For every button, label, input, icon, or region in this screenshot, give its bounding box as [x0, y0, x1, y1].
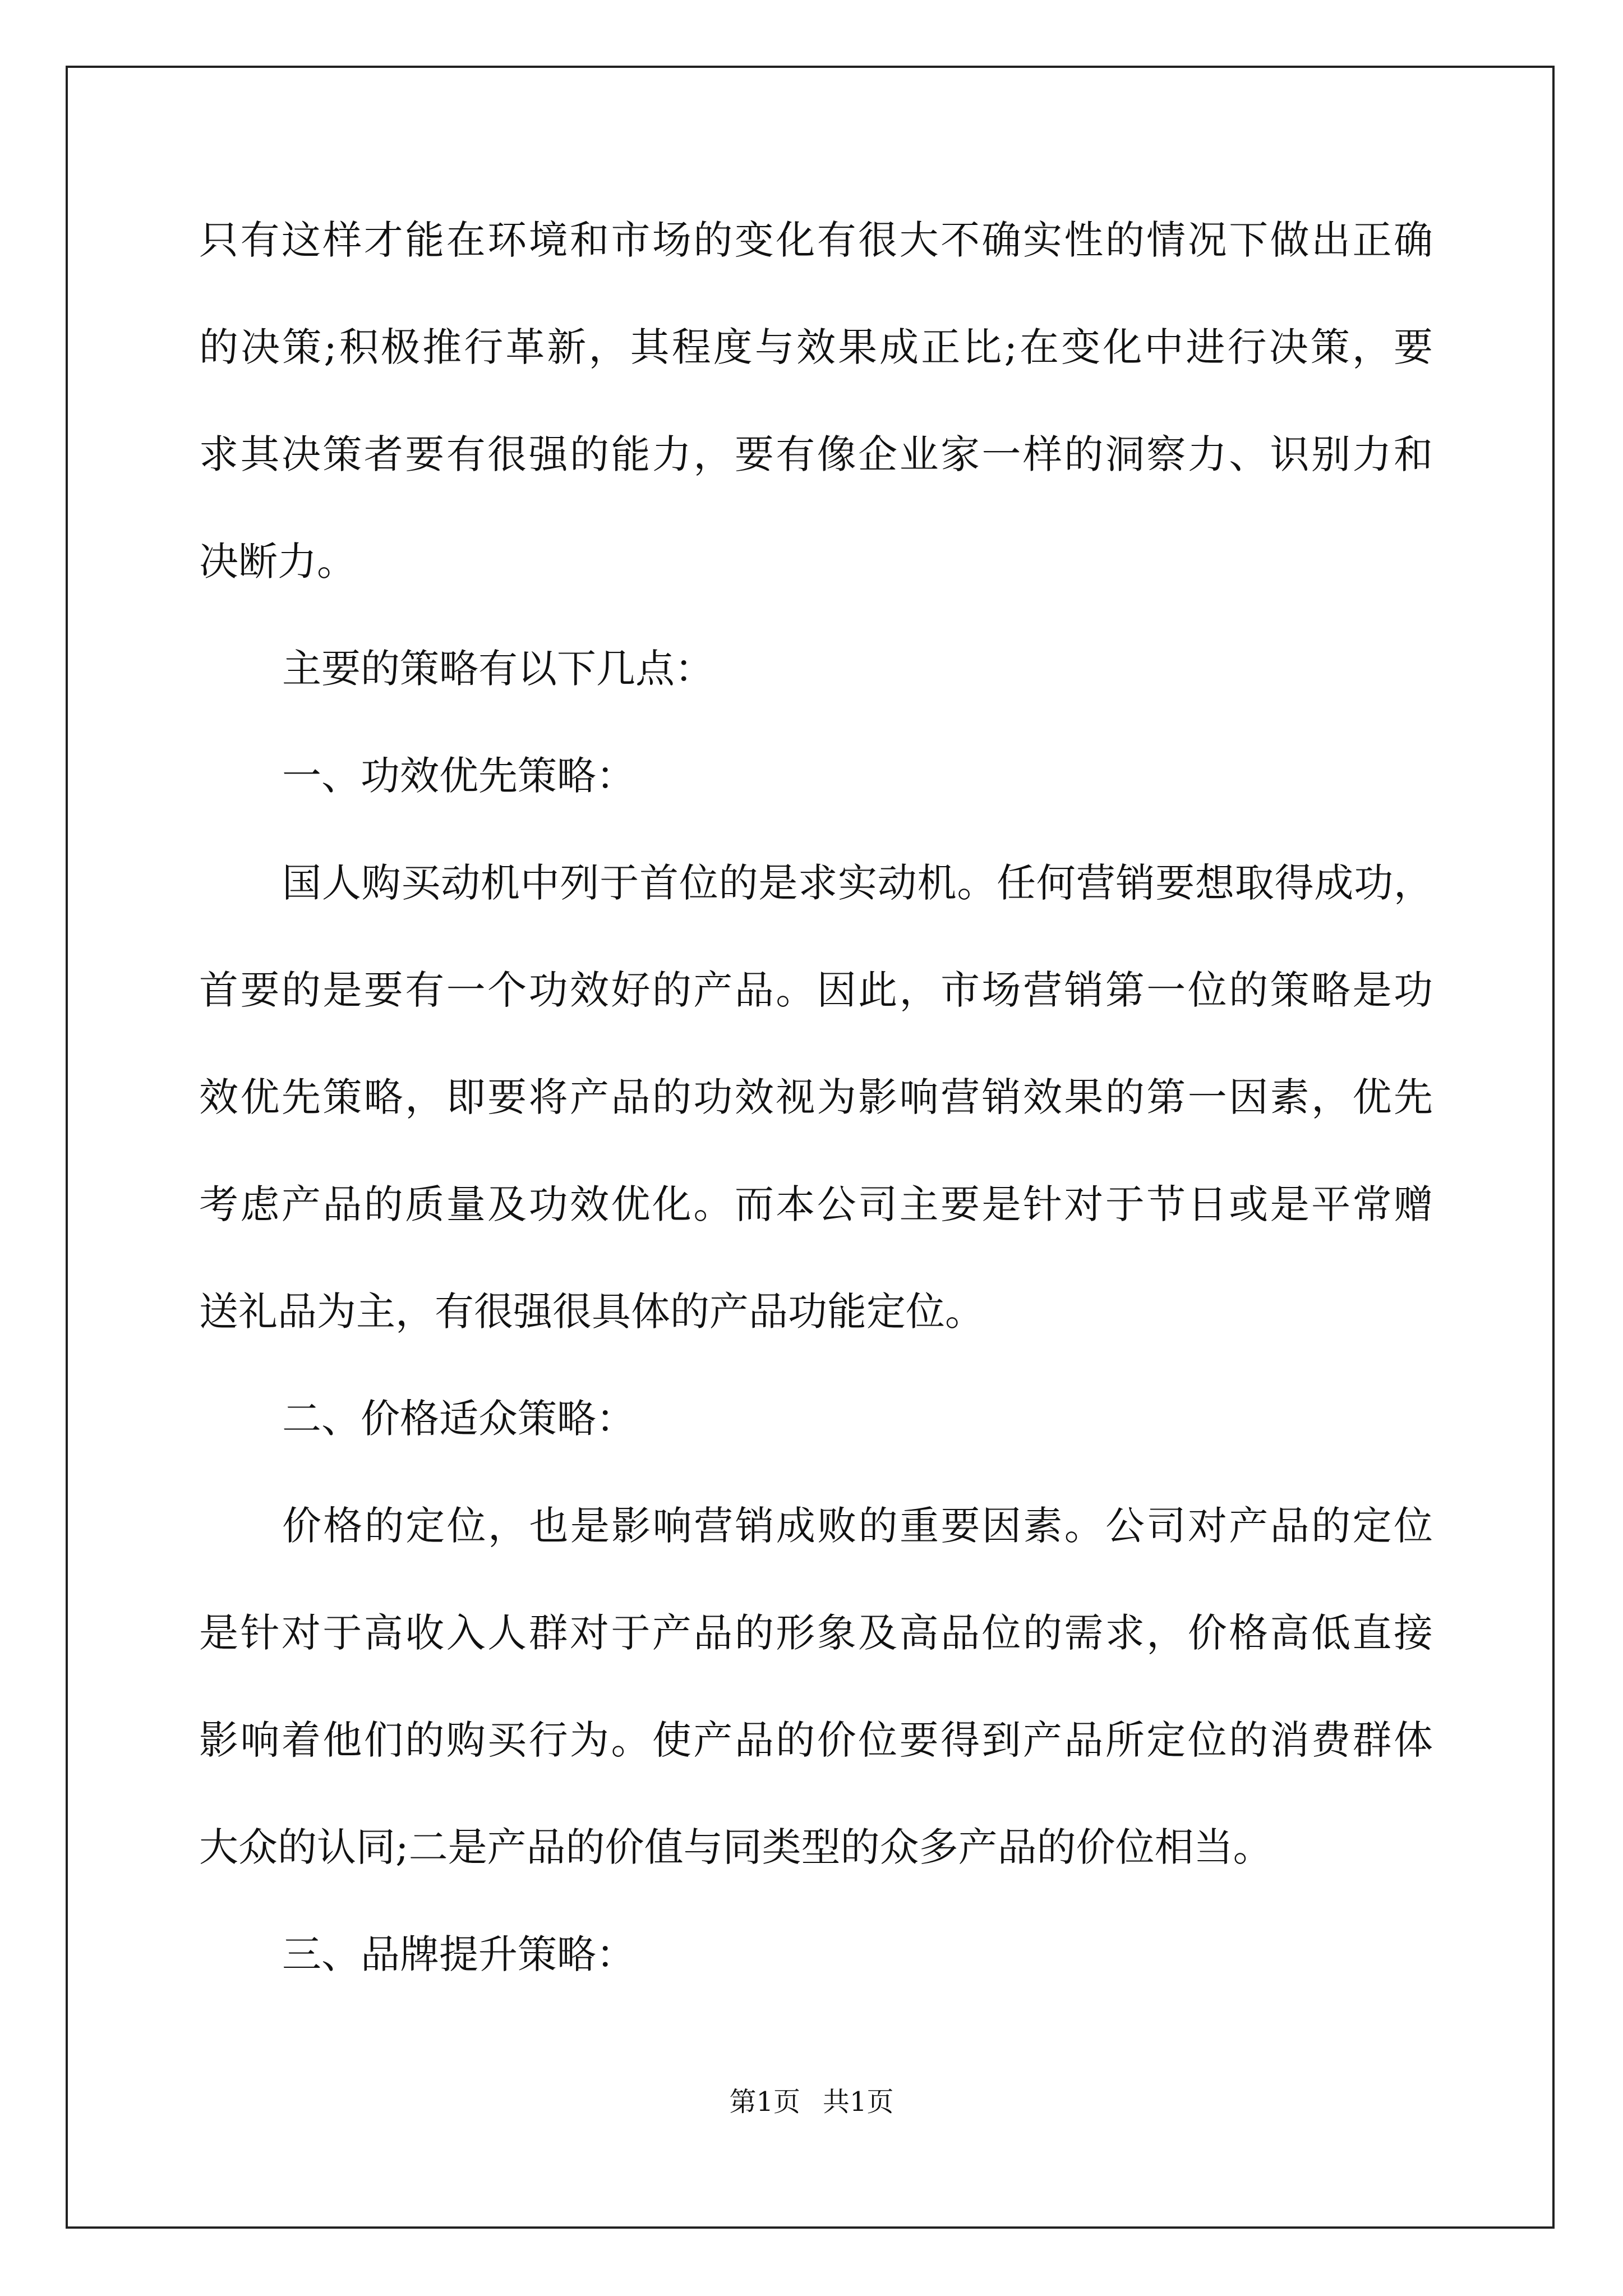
paragraph-line: 价格的定位，也是影响营销成败的重要因素。公司对产品的定位 [282, 1503, 1433, 1549]
paragraph-line: 决断力。 [199, 539, 356, 585]
page-footer [0, 2085, 1623, 2119]
paragraph-line: 送礼品为主，有很强很具体的产品功能定位。 [199, 1289, 984, 1335]
section-intro: 主要的策略有以下几点： [282, 646, 714, 692]
document-body [199, 213, 1433, 2035]
paragraph-line: 首要的是要有一个功效好的产品。因此，市场营销第一位的策略是功 [199, 967, 1433, 1013]
page-number: 第1页 [729, 2086, 800, 2118]
page-total: 共1页 [823, 2086, 894, 2118]
section-heading-2: 二、价格适众策略： [282, 1396, 635, 1442]
section-heading-3: 三、品牌提升策略： [282, 1931, 635, 1977]
paragraph-line: 大众的认同;二是产品的价值与同类型的众多产品的价位相当。 [199, 1824, 1272, 1870]
paragraph-line: 国人购买动机中列于首位的是求实动机。任何营销要想取得成功， [282, 860, 1433, 906]
paragraph-line: 的决策;积极推行革新，其程度与效果成正比;在变化中进行决策，要 [199, 324, 1433, 370]
paragraph-line: 效优先策略，即要将产品的功效视为影响营销效果的第一因素，优先 [199, 1074, 1433, 1120]
paragraph-line: 影响着他们的购买行为。使产品的价位要得到产品所定位的消费群体 [199, 1717, 1433, 1763]
paragraph-line: 考虑产品的质量及功效优化。而本公司主要是针对于节日或是平常赠 [199, 1181, 1433, 1227]
paragraph-line: 求其决策者要有很强的能力，要有像企业家一样的洞察力、识别力和 [199, 431, 1433, 477]
paragraph-line: 只有这样才能在环境和市场的变化有很大不确实性的情况下做出正确 [199, 217, 1433, 263]
paragraph-line: 是针对于高收入人群对于产品的形象及高品位的需求，价格高低直接 [199, 1610, 1433, 1656]
section-heading-1: 一、功效优先策略： [282, 753, 635, 799]
